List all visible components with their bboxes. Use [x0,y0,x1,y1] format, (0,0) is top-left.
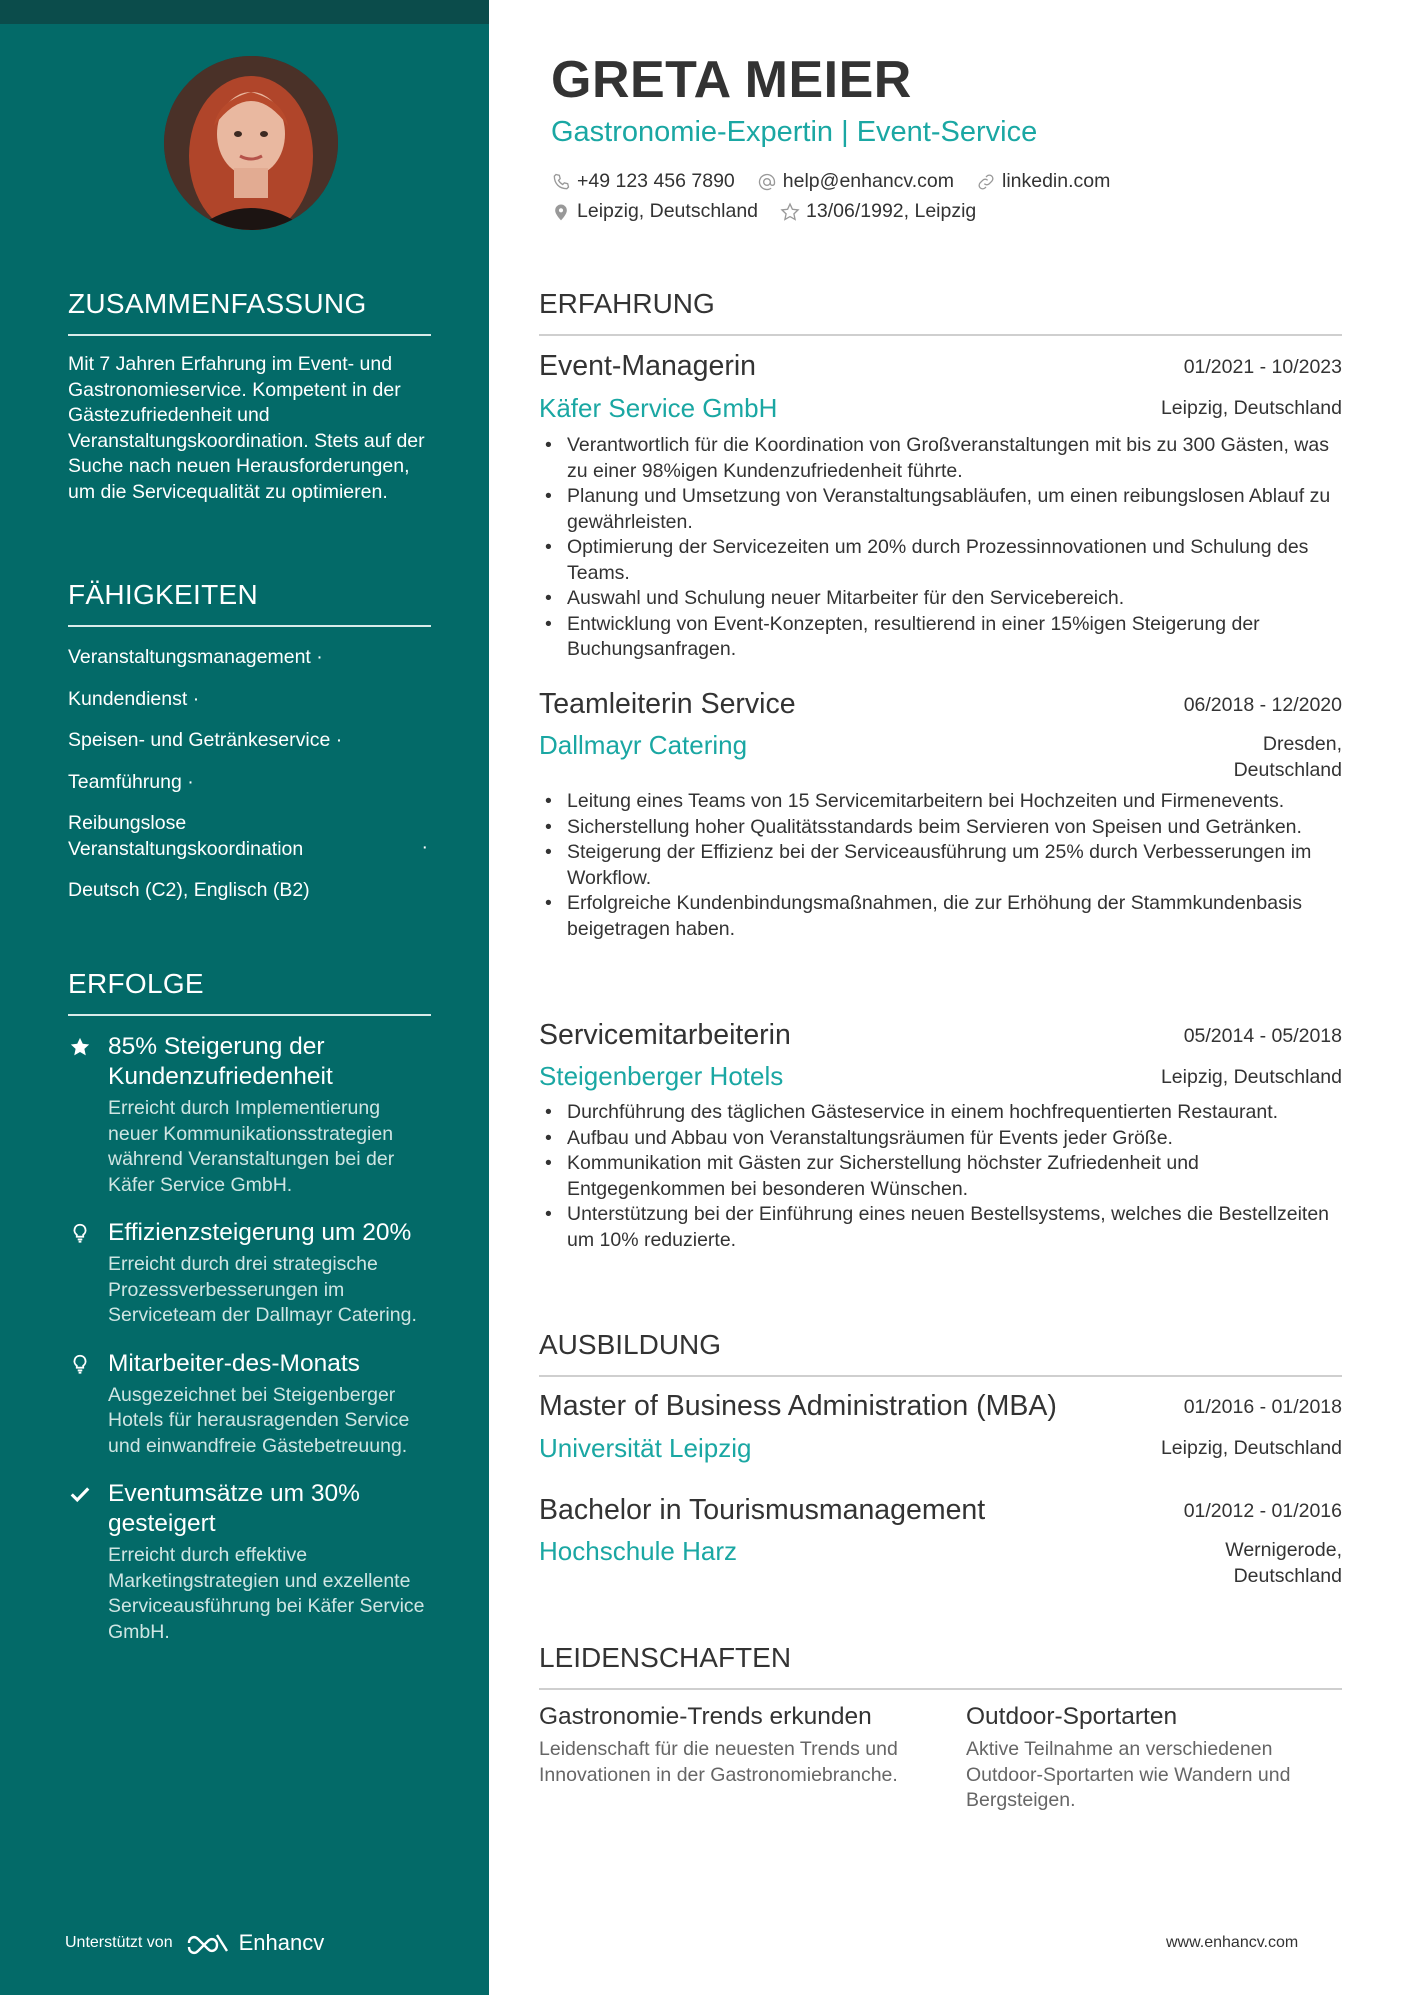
lightbulb-icon [68,1221,92,1245]
achievement-item [68,1479,431,1645]
bullet-item: • Erfolgreiche Kundenbindungsmaßnahmen, die zur Erhöhung der Stammkundenbasis beigetragen haben. [539,891,1342,942]
degree: Master of Business Administration (MBA) [539,1390,1057,1422]
skill-item: Kundendienst · [68,687,200,710]
education-location: Leipzig, Deutschland [1160,1437,1342,1459]
achievement-desc: Erreicht durch drei strategische Prozessverbesserungen im Serviceteam der Dallmayr Catering. [108,1253,417,1326]
company-name[interactable]: Steigenberger Hotels [539,1061,784,1091]
job-dates: 06/2018 - 12/2020 [1183,694,1342,716]
job-title: Event-Managerin [539,350,757,382]
enhancv-logo-icon [185,1931,231,1955]
achievement-desc: Ausgezeichnet bei Steigenberger Hotels für herausragenden Service und einwandfreie Gästebetreuung. [108,1383,410,1457]
sidebar-top-bar [0,0,489,24]
summary-section [68,288,431,505]
company-name[interactable]: Dallmayr Catering [539,730,748,760]
summary-text: Mit 7 Jahren Erfahrung im Event- und Gastronomieservice. Kompetent in der Gästezufriedenheit und Veranstaltungskoordination. Stets auf der Suche nach neuen Herausforderungen, um die Servicequalität zu optimieren. [68,353,425,503]
achievement-item [68,1349,431,1460]
passion-desc: Leidenschaft für die neuesten Trends und Innovationen in der Gastronomiebranche. [539,1738,898,1786]
company-name[interactable]: Käfer Service GmbH [539,393,778,423]
skill-item: Teamführung · [68,770,194,793]
bullet-item: • Steigerung der Effizienz bei der Serviceausführung um 25% durch Verbesserungen im Workflow. [539,840,1342,891]
passion-item [539,1703,919,1788]
job-dates: 01/2021 - 10/2023 [1183,356,1342,378]
job-bullets [539,1100,1342,1253]
job-title: Teamleiterin Service [539,688,796,720]
profile-photo [164,56,338,230]
star-outline-icon [780,202,800,222]
degree: Bachelor in Tourismusmanagement [539,1494,986,1526]
achievement-title: 85% Steigerung der Kundenzufriedenheit [108,1033,333,1090]
achievement-desc: Erreicht durch effektive Marketingstrategien und exzellente Serviceausführung bei Käfer Service GmbH. [108,1544,425,1643]
skills-title: FÄHIGKEITEN [68,579,431,627]
bullet-item: • Verantwortlich für die Koordination von Großveranstaltungen mit bis zu 300 Gästen, was zu einer 98%igen Kundenzufriedenheit führte. [539,433,1342,484]
achievement-title: Mitarbeiter-des-Monats [108,1349,360,1377]
bullet-item: • Planung und Umsetzung von Veranstaltungsabläufen, um einen reibungslosen Ablauf zu gewährleisten. [539,484,1342,535]
skill-item: Speisen- und Getränkeservice · [68,729,343,751]
bullet-item: • Optimierung der Servicezeiten um 20% durch Prozessinnovationen und Schulung des Teams. [539,535,1342,586]
passion-title: Outdoor-Sportarten [966,1703,1178,1730]
contact-row-1 [551,170,1110,193]
job-bullets [539,433,1342,663]
achievement-item [68,1032,431,1198]
email[interactable]: help@enhancv.com [757,170,954,193]
summary-title: ZUSAMMENFASSUNG [68,288,431,336]
skills-section [68,579,431,920]
achievements-section [68,968,431,1665]
lightbulb-icon [68,1352,92,1376]
job-title: Servicemitarbeiterin [539,1019,791,1051]
powered-by [65,1930,324,1956]
achievement-item [68,1218,431,1329]
bullet-item: • Kommunikation mit Gästen zur Sicherstellung höchster Zufriedenheit und Entgegenkommen bei besonderen Wünschen. [539,1151,1342,1202]
education-dates: 01/2016 - 01/2018 [1183,1396,1342,1418]
location: Leipzig, Deutschland [551,200,758,223]
experience-title: ERFAHRUNG [539,288,1342,336]
linkedin[interactable]: linkedin.com [976,170,1110,193]
location-pin-icon [551,202,571,222]
bullet-item: • Unterstützung bei der Einführung eines neuen Bestellsystems, welches die Bestellzeiten um 10% reduzierte. [539,1202,1342,1253]
passion-item [966,1703,1346,1814]
bullet-item: • Aufbau und Abbau von Veranstaltungsräumen für Events jeder Größe. [539,1126,1342,1152]
star-icon [68,1035,92,1059]
education-location: Wernigerode, Deutschland [1225,1539,1342,1587]
achievement-desc: Erreicht durch Implementierung neuer Kommunikationsstrategien während Veranstaltungen bei der Käfer Service GmbH. [108,1097,395,1196]
passions-title: LEIDENSCHAFTEN [539,1642,1342,1690]
enhancv-logo[interactable] [185,1930,325,1956]
link-icon [976,172,996,192]
job-dates: 05/2014 - 05/2018 [1183,1025,1342,1047]
bullet-item: • Leitung eines Teams von 15 Servicemitarbeitern bei Hochzeiten und Firmenevents. [539,789,1342,815]
school-name[interactable]: Hochschule Harz [539,1536,737,1566]
headline: Gastronomie-Expertin | Event-Service [551,116,1038,148]
bullet-item: • Sicherstellung hoher Qualitätsstandards beim Servieren von Speisen und Getränken. [539,815,1342,841]
phone-icon [551,172,571,192]
passion-desc: Aktive Teilnahme an verschiedenen Outdoor-Sportarten wie Wandern und Bergsteigen. [966,1738,1291,1811]
achievements-title: ERFOLGE [68,968,431,1016]
bullet-item: • Auswahl und Schulung neuer Mitarbeiter für den Servicebereich. [539,586,1342,612]
school-name[interactable]: Universität Leipzig [539,1433,752,1463]
education-title: AUSBILDUNG [539,1329,1342,1377]
candidate-name: GRETA MEIER [551,51,912,109]
sidebar [0,0,489,1995]
skill-item: Deutsch (C2), Englisch (B2) [68,879,310,901]
job-location: Leipzig, Deutschland [1160,397,1342,419]
passion-title: Gastronomie-Trends erkunden [539,1703,872,1730]
phone[interactable]: +49 123 456 7890 [551,170,735,193]
job-location: Dresden, Deutschland [1233,733,1342,781]
achievement-title: Effizienzsteigerung um 20% [108,1219,412,1246]
at-icon [757,172,777,192]
job-bullets [539,789,1342,942]
skill-item: Reibungslose Veranstaltungskoordination · [68,812,428,860]
brand-name: Enhancv [238,1930,325,1955]
checkmark-icon [68,1482,92,1506]
website-link[interactable]: www.enhancv.com [1166,1934,1299,1951]
education-dates: 01/2012 - 01/2016 [1183,1500,1342,1522]
job-location: Leipzig, Deutschland [1160,1066,1342,1088]
bullet-item: • Durchführung des täglichen Gästeservice in einem hochfrequentierten Restaurant. [539,1100,1342,1126]
skill-item: Veranstaltungsmanagement · [68,646,323,668]
powered-by-label: Unterstützt von [65,1934,173,1951]
achievement-title: Eventumsätze um 30% gesteigert [108,1480,360,1537]
contact-row-2 [551,200,976,223]
bullet-item: • Entwicklung von Event-Konzepten, resultierend in einer 15%igen Steigerung der Buchungsanfragen. [539,612,1342,663]
birth-date: 13/06/1992, Leipzig [780,200,976,223]
